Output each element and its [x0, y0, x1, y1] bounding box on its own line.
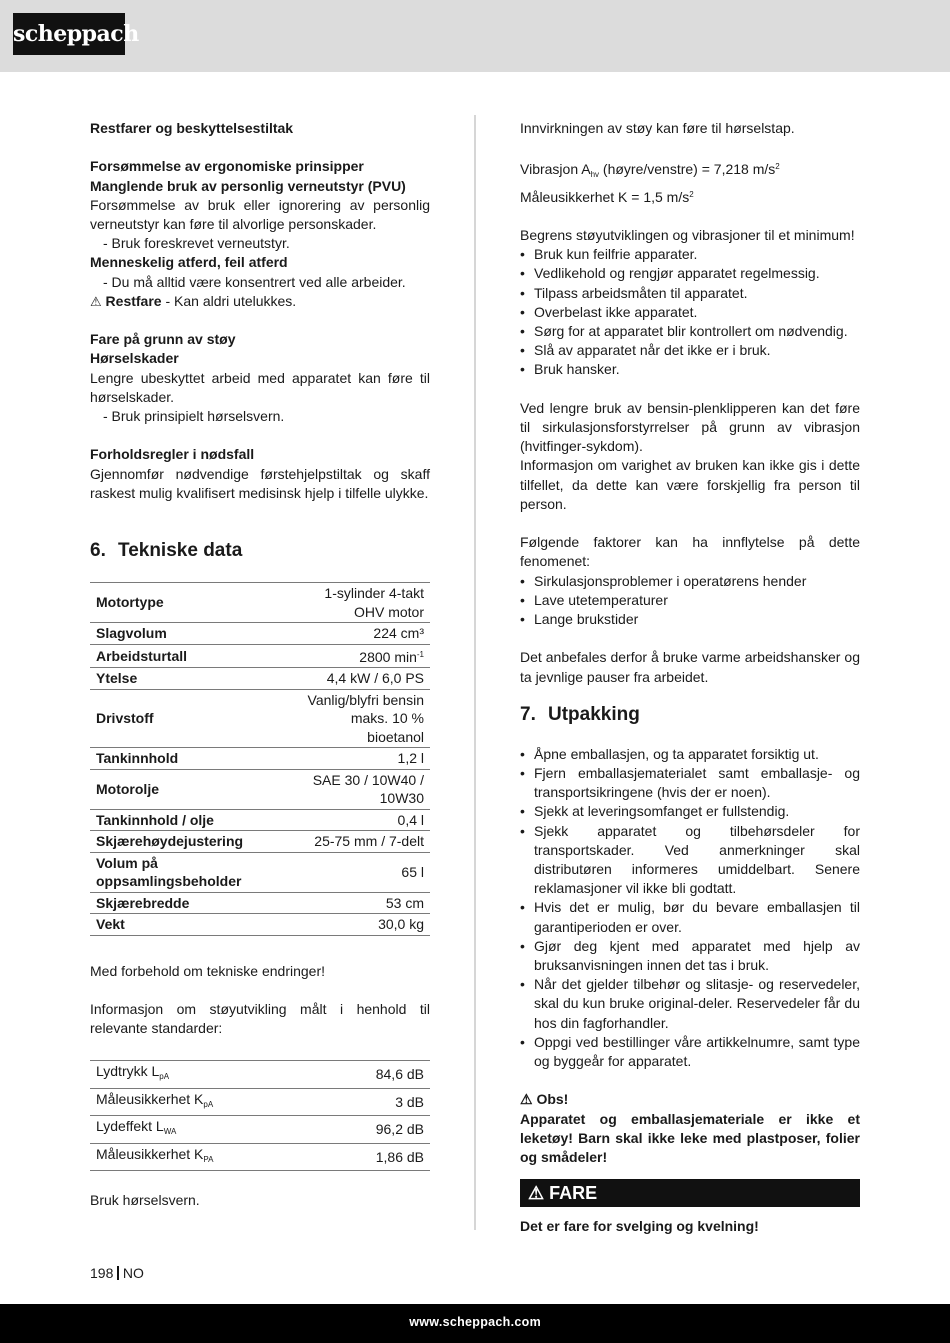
section-6-heading — [90, 539, 430, 563]
spec-value — [292, 748, 430, 770]
right-column — [520, 119, 860, 1236]
list-item: • Åpne emballasjen, og ta apparatet forsiktig ut. — [520, 745, 860, 764]
spec-key: Drivstoff — [90, 689, 292, 748]
spec-value-text: 25-75 mm / 7-delt — [314, 833, 424, 850]
spec-value — [292, 623, 430, 645]
spec-value — [292, 769, 430, 809]
noise-row — [90, 1143, 430, 1171]
noise-row — [90, 1061, 430, 1089]
emergency-heading: Forholdsregler i nødsfall — [90, 446, 255, 463]
scheppach-logo: scheppach — [13, 13, 125, 55]
page-number: 198 — [90, 1265, 114, 1281]
list-item: • Hvis det er mulig, bør du bevare emballasjen til garantiperioden er over. — [520, 898, 860, 936]
page-footer — [90, 1265, 144, 1281]
noise-key-sub: pA — [159, 1072, 170, 1082]
danger-banner: ⚠ FARE — [520, 1179, 860, 1207]
danger-text: Det er fare for svelging og kvelning! — [520, 1218, 759, 1235]
list-item: • Sirkulasjonsproblemer i operatørens hender — [520, 572, 860, 591]
spec-value — [292, 644, 430, 668]
spec-key: Tankinnhold / olje — [90, 809, 292, 831]
noise-key-text: Lydtrykk L — [96, 1063, 160, 1080]
spec-value-text: 2800 min — [359, 648, 417, 665]
list-item: • Lange brukstider — [520, 610, 860, 629]
spec-value-text: 224 cm³ — [373, 625, 424, 642]
noise-value: 96,2 dB — [292, 1116, 430, 1144]
noise-key-sub: PA — [203, 1154, 214, 1164]
recommend-text: Det anbefales derfor å bruke varme arbeidshansker og ta jevnlige pauser fra arbeidet. — [520, 649, 860, 685]
factor-bullet-list — [520, 572, 860, 630]
spec-value-text: Vanlig/blyfri bensin maks. 10 % bioetanol — [307, 691, 424, 745]
spec-row — [90, 831, 430, 853]
restfare-text: - Kan aldri utelukkes. — [161, 292, 297, 309]
spec-row — [90, 769, 430, 809]
human-heading: Menneskelig atferd, feil atferd — [90, 254, 288, 271]
spec-row — [90, 914, 430, 936]
unpack-bullet-list — [520, 745, 860, 1071]
list-item: • Sørg for at apparatet blir kontrollert om nødvendig. — [520, 322, 860, 341]
list-item: • Overbelast ikke apparatet. — [520, 303, 860, 322]
noise-key-text: Måleusikkerhet K — [96, 1090, 204, 1107]
list-item: • Fjern emballasjematerialet samt emballasje- og transportsikringene (hvis der er noen). — [520, 764, 860, 802]
noise-key — [90, 1061, 292, 1089]
spec-row — [90, 668, 430, 690]
noise-table — [90, 1060, 430, 1171]
spec-row — [90, 689, 430, 748]
list-item: • Slå av apparatet når det ikke er i bruk. — [520, 341, 860, 360]
spec-value — [292, 689, 430, 748]
spec-key: Motortype — [90, 583, 292, 623]
pvu-heading: Manglende bruk av personlig verneutstyr (PVU) — [90, 177, 406, 194]
website-url: www.scheppach.com — [409, 1315, 541, 1329]
spec-value-text: 1-sylinder 4-takt OHV motor — [324, 585, 424, 620]
list-item: • Gjør deg kjent med apparatet med hjelp av bruksanvisningen innen det tas i bruk. — [520, 937, 860, 975]
spec-key: Skjærehøydejustering — [90, 831, 292, 853]
pvu-instruction: - Bruk foreskrevet verneutstyr. — [103, 235, 290, 252]
vibration-uncertainty-line: Måleusikkerhet K = 1,5 $m/s^2$ — [520, 188, 694, 205]
warning-icon: ⚠ — [90, 293, 102, 309]
spec-row — [90, 809, 430, 831]
restfarer-heading: Restfarer og beskyttelsestiltak — [90, 120, 294, 136]
reservation-text: Med forbehold om tekniske endringer! — [90, 962, 326, 979]
factors-text: Følgende faktorer kan ha innflytelse på dette fenomenet: — [520, 534, 860, 570]
ergonomic-heading: Forsømmelse av ergonomiske prinsipper — [90, 158, 364, 175]
section-7-heading — [520, 703, 860, 727]
spec-row — [90, 623, 430, 645]
spec-value — [292, 583, 430, 623]
restfare-line — [90, 292, 430, 311]
list-item: • Oppgi ved bestillinger våre artikkelnumre, samt type og byggeår for apparatet. — [520, 1033, 860, 1071]
spec-row — [90, 644, 430, 668]
noise-value: 84,6 dB — [292, 1061, 430, 1089]
noise-row — [90, 1116, 430, 1144]
spec-value-text: 65 l — [401, 863, 424, 880]
section-title: Tekniske data — [118, 540, 243, 562]
spec-row — [90, 748, 430, 770]
limit-text: Begrens støyutviklingen og vibrasjoner til et minimum! — [520, 226, 855, 243]
noise-effect-text: Innvirkningen av støy kan føre til hørselstap. — [520, 120, 795, 136]
list-item: • Sjekk at leveringsomfanget er fullstendig. — [520, 802, 860, 821]
list-item: • Vedlikehold og rengjør apparatet regelmessig. — [520, 264, 860, 283]
noise-heading: Fare på grunn av støy — [90, 331, 236, 348]
spec-value — [292, 892, 430, 914]
noise-key — [90, 1116, 292, 1144]
spec-value-text: 1,2 l — [397, 750, 424, 767]
spec-value — [292, 914, 430, 936]
spec-key: Skjærebredde — [90, 892, 292, 914]
spec-value-text: SAE 30 / 10W40 / 10W30 — [312, 771, 424, 807]
bottom-bar — [0, 1304, 950, 1343]
noise-value: 3 dB — [292, 1088, 430, 1116]
section-number: 6. — [90, 540, 106, 562]
emergency-text: Gjennomfør nødvendige førstehjelpstiltak og skaff raskest mulig kvalifisert medisinsk hjelp i tilfelle ulykke. — [90, 465, 430, 501]
spec-value — [292, 831, 430, 853]
pvu-text: Forsømmelse av bruk eller ignorering av personlig verneutstyr kan føre til alvorlige personskader. — [90, 196, 430, 232]
spec-value-text: 0,4 l — [397, 811, 424, 828]
restfare-label: Restfare — [105, 292, 162, 309]
noise-info-text: Informasjon om støyutvikling målt i henhold til relevante standarder: — [90, 1000, 430, 1037]
spec-key: Tankinnhold — [90, 748, 292, 770]
warning-icon: ⚠ — [520, 1091, 533, 1108]
spec-key: Vekt — [90, 914, 292, 936]
hearing-instruction: - Bruk prinsipielt hørselsvern. — [103, 408, 285, 425]
noise-row — [90, 1088, 430, 1116]
hearing-heading: Hørselskader — [90, 350, 179, 367]
list-item: • Når det gjelder tilbehør og slitasje- og reservedeler, skal du kun bruke original-deler. Reservedeler får du hos din fagforhandler. — [520, 975, 860, 1033]
long-use-text: Ved lengre bruk av bensin-plenklipperen kan det føre til sirkulasjonsforstyrrelser på grunn av vibrasjon (hvitfinger-sykdom). — [520, 399, 860, 455]
tech-data-table — [90, 582, 430, 936]
noise-key — [90, 1088, 292, 1116]
spec-key: Motorolje — [90, 769, 292, 809]
spec-value — [292, 852, 430, 892]
spec-value-text: 30,0 kg — [378, 916, 424, 933]
noise-key — [90, 1143, 292, 1171]
obs-heading: ⚠ Obs! — [520, 1091, 569, 1108]
noise-value: 1,86 dB — [292, 1143, 430, 1171]
list-item: • Sjekk apparatet og tilbehørsdeler for transportskader. Ved anmerkninger skal distributøren informeres umiddelbart. Senere reklamasjoner vil ikke bli godtatt. — [520, 822, 860, 899]
list-item: • Bruk kun feilfrie apparater. — [520, 245, 860, 264]
spec-row — [90, 583, 430, 623]
spec-value-text: 53 cm — [385, 894, 424, 911]
noise-key-text: Lydeffekt L — [96, 1118, 164, 1135]
left-column — [90, 119, 430, 1211]
spec-sup: -1 — [416, 649, 424, 659]
language-code: NO — [122, 1265, 144, 1281]
spec-value — [292, 668, 430, 690]
spec-key: Slagvolum — [90, 623, 292, 645]
limit-bullet-list — [520, 245, 860, 379]
noise-key-sub: pA — [203, 1099, 214, 1109]
column-divider — [474, 115, 476, 1230]
obs-text: Apparatet og emballasjemateriale er ikke et leketøy! Barn skal ikke leke med plastposer, folier og smådeler! — [520, 1110, 860, 1166]
vibration-line: Vibrasjon $A_{hv}$ (høyre/venstre) = 7,218 $m/s^2$ — [520, 161, 780, 180]
list-item: • Tilpass arbeidsmåten til apparatet. — [520, 284, 860, 303]
header-bar — [0, 0, 950, 72]
section-title: Utpakking — [548, 703, 640, 725]
duration-text: Informasjon om varighet av bruken kan ikke gis i dette tilfellet, da dette kan være forskjellig fra person til person. — [520, 457, 860, 512]
warning-icon: ⚠ — [528, 1183, 545, 1204]
noise-key-sub: WA — [163, 1127, 177, 1137]
list-item: • Lave utetemperaturer — [520, 591, 860, 610]
hearing-protection-text: Bruk hørselsvern. — [90, 1192, 200, 1209]
section-number: 7. — [520, 703, 536, 725]
spec-key: Ytelse — [90, 668, 292, 690]
spec-value-text: 4,4 kW / 6,0 PS — [326, 670, 424, 687]
spec-key: Volum på oppsamlingsbeholder — [90, 852, 292, 892]
spec-row — [90, 852, 430, 892]
noise-key-text: Måleusikkerhet K — [96, 1145, 204, 1162]
human-instruction: - Du må alltid være konsentrert ved alle arbeider. — [103, 273, 406, 290]
spec-value — [292, 809, 430, 831]
spec-key: Arbeidsturtall — [90, 644, 292, 668]
spec-row — [90, 892, 430, 914]
hearing-text: Lengre ubeskyttet arbeid med apparatet kan føre til hørselskader. — [90, 369, 430, 405]
list-item: • Bruk hansker. — [520, 360, 860, 379]
